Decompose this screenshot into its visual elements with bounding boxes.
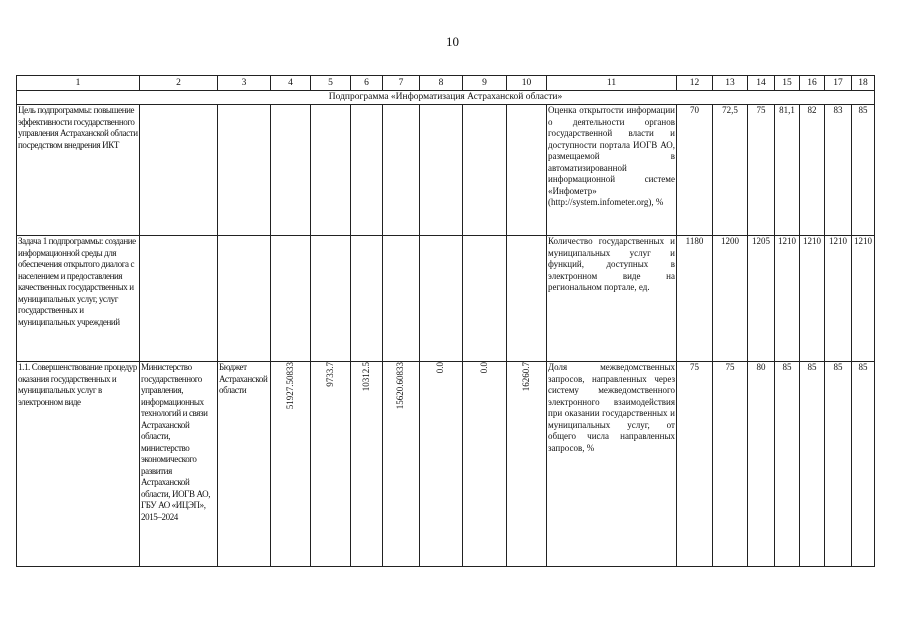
subprogram-row xyxy=(17,91,875,105)
value-cell: 83 xyxy=(825,105,852,236)
header-cell: 1 xyxy=(17,76,140,91)
value-cell: 85 xyxy=(852,105,875,236)
amount-year: 15620.60833 xyxy=(395,362,406,410)
amount-cell xyxy=(383,362,420,567)
amount-cell xyxy=(383,236,420,362)
header-cell: 3 xyxy=(218,76,271,91)
value-cell: 1210 xyxy=(852,236,875,362)
amount-cell xyxy=(351,236,383,362)
value-cell: 70 xyxy=(677,105,713,236)
table-row xyxy=(17,362,875,567)
task-cell: Задача 1 подпрограммы: создание информационной среды для обеспечения открытого диалога с населением и предоставления качественных государственных и муниципальных услуг, услуг государственных и муниципальных учреждений xyxy=(17,236,140,362)
table-row xyxy=(17,236,875,362)
goal-cell: Цель подпрограммы: повышение эффективности государственного управления Астраханской области посредством внедрения ИКТ xyxy=(17,105,140,236)
header-row xyxy=(17,76,875,91)
amount-cell xyxy=(507,236,547,362)
value-cell: 72,5 xyxy=(713,105,748,236)
value-cell: 85 xyxy=(825,362,852,567)
amount-cell xyxy=(420,236,463,362)
header-cell: 18 xyxy=(852,76,875,91)
amount-year: 0.0 xyxy=(478,362,489,374)
table-row xyxy=(17,105,875,236)
amount-year: 0.0 xyxy=(435,362,446,374)
value-cell: 81,1 xyxy=(775,105,800,236)
amount-cell xyxy=(351,105,383,236)
value-cell: 1210 xyxy=(800,236,825,362)
program-table xyxy=(16,75,875,567)
executor-cell xyxy=(140,236,218,362)
value-cell: 85 xyxy=(775,362,800,567)
value-cell: 80 xyxy=(748,362,775,567)
value-cell: 1180 xyxy=(677,236,713,362)
value-cell: 85 xyxy=(800,362,825,567)
executor-cell xyxy=(140,105,218,236)
header-cell: 16 xyxy=(800,76,825,91)
amount-cell xyxy=(351,362,383,567)
page-number: 10 xyxy=(446,34,459,49)
amount-cell xyxy=(383,105,420,236)
value-cell: 82 xyxy=(800,105,825,236)
header-cell: 10 xyxy=(507,76,547,91)
amount-cell xyxy=(507,362,547,567)
header-cell: 6 xyxy=(351,76,383,91)
header-cell: 17 xyxy=(825,76,852,91)
source-cell: Бюджет Астраханской области xyxy=(218,362,271,567)
indicator-cell: Количество государственных и муниципальных услуг и функций, доступных в электронном виде на региональном портале, ед. xyxy=(547,236,677,362)
amount-cell xyxy=(271,105,311,236)
header-cell: 2 xyxy=(140,76,218,91)
amount-cell xyxy=(271,236,311,362)
value-cell: 75 xyxy=(677,362,713,567)
header-cell: 8 xyxy=(420,76,463,91)
header-cell: 14 xyxy=(748,76,775,91)
indicator-cell: Оценка открытости информации о деятельности органов государственной власти и доступности портала ИОГВ АО, размещаемой в автоматизированной информационной системе «Инфометр» (http://system.infometer.org), % xyxy=(547,105,677,236)
executor-cell: Министерство государственного управления, информационных технологий и связи Астраханской области, министерство экономического развития Астраханской области, ИОГВ АО, ГБУ АО «ИЦЭП», 2015–2024 xyxy=(140,362,218,567)
header-cell: 7 xyxy=(383,76,420,91)
amount-year: 16260.7 xyxy=(520,362,531,392)
value-cell: 75 xyxy=(748,105,775,236)
value-cell: 1210 xyxy=(775,236,800,362)
amount-cell xyxy=(507,105,547,236)
amount-year: 10312.5 xyxy=(360,362,371,392)
value-cell: 85 xyxy=(852,362,875,567)
header-cell: 9 xyxy=(463,76,507,91)
subprogram-title: Подпрограмма «Информатизация Астраханской области» xyxy=(17,91,875,105)
amount-year: 9733.7 xyxy=(324,362,335,387)
value-cell: 1200 xyxy=(713,236,748,362)
amount-cell xyxy=(420,362,463,567)
amount-cell xyxy=(311,236,351,362)
amount-cell xyxy=(420,105,463,236)
measure-cell: 1.1. Совершенствование процедур оказания государственных и муниципальных услуг в электронном виде xyxy=(17,362,140,567)
amount-cell xyxy=(463,236,507,362)
amount-total: 51927.50833 xyxy=(284,362,295,410)
value-cell: 1205 xyxy=(748,236,775,362)
header-cell: 15 xyxy=(775,76,800,91)
amount-cell xyxy=(463,105,507,236)
amount-cell xyxy=(311,105,351,236)
source-cell xyxy=(218,236,271,362)
source-cell xyxy=(218,105,271,236)
indicator-cell: Доля межведомственных запросов, направленных через систему межведомственного электронного взаимодействия при оказании государственных и муниципальных услуг, от общего числа направленных запросов, % xyxy=(547,362,677,567)
header-cell: 11 xyxy=(547,76,677,91)
amount-cell xyxy=(311,362,351,567)
header-cell: 12 xyxy=(677,76,713,91)
header-cell: 13 xyxy=(713,76,748,91)
value-cell: 75 xyxy=(713,362,748,567)
amount-cell xyxy=(463,362,507,567)
header-cell: 4 xyxy=(271,76,311,91)
header-cell: 5 xyxy=(311,76,351,91)
value-cell: 1210 xyxy=(825,236,852,362)
amount-cell xyxy=(271,362,311,567)
